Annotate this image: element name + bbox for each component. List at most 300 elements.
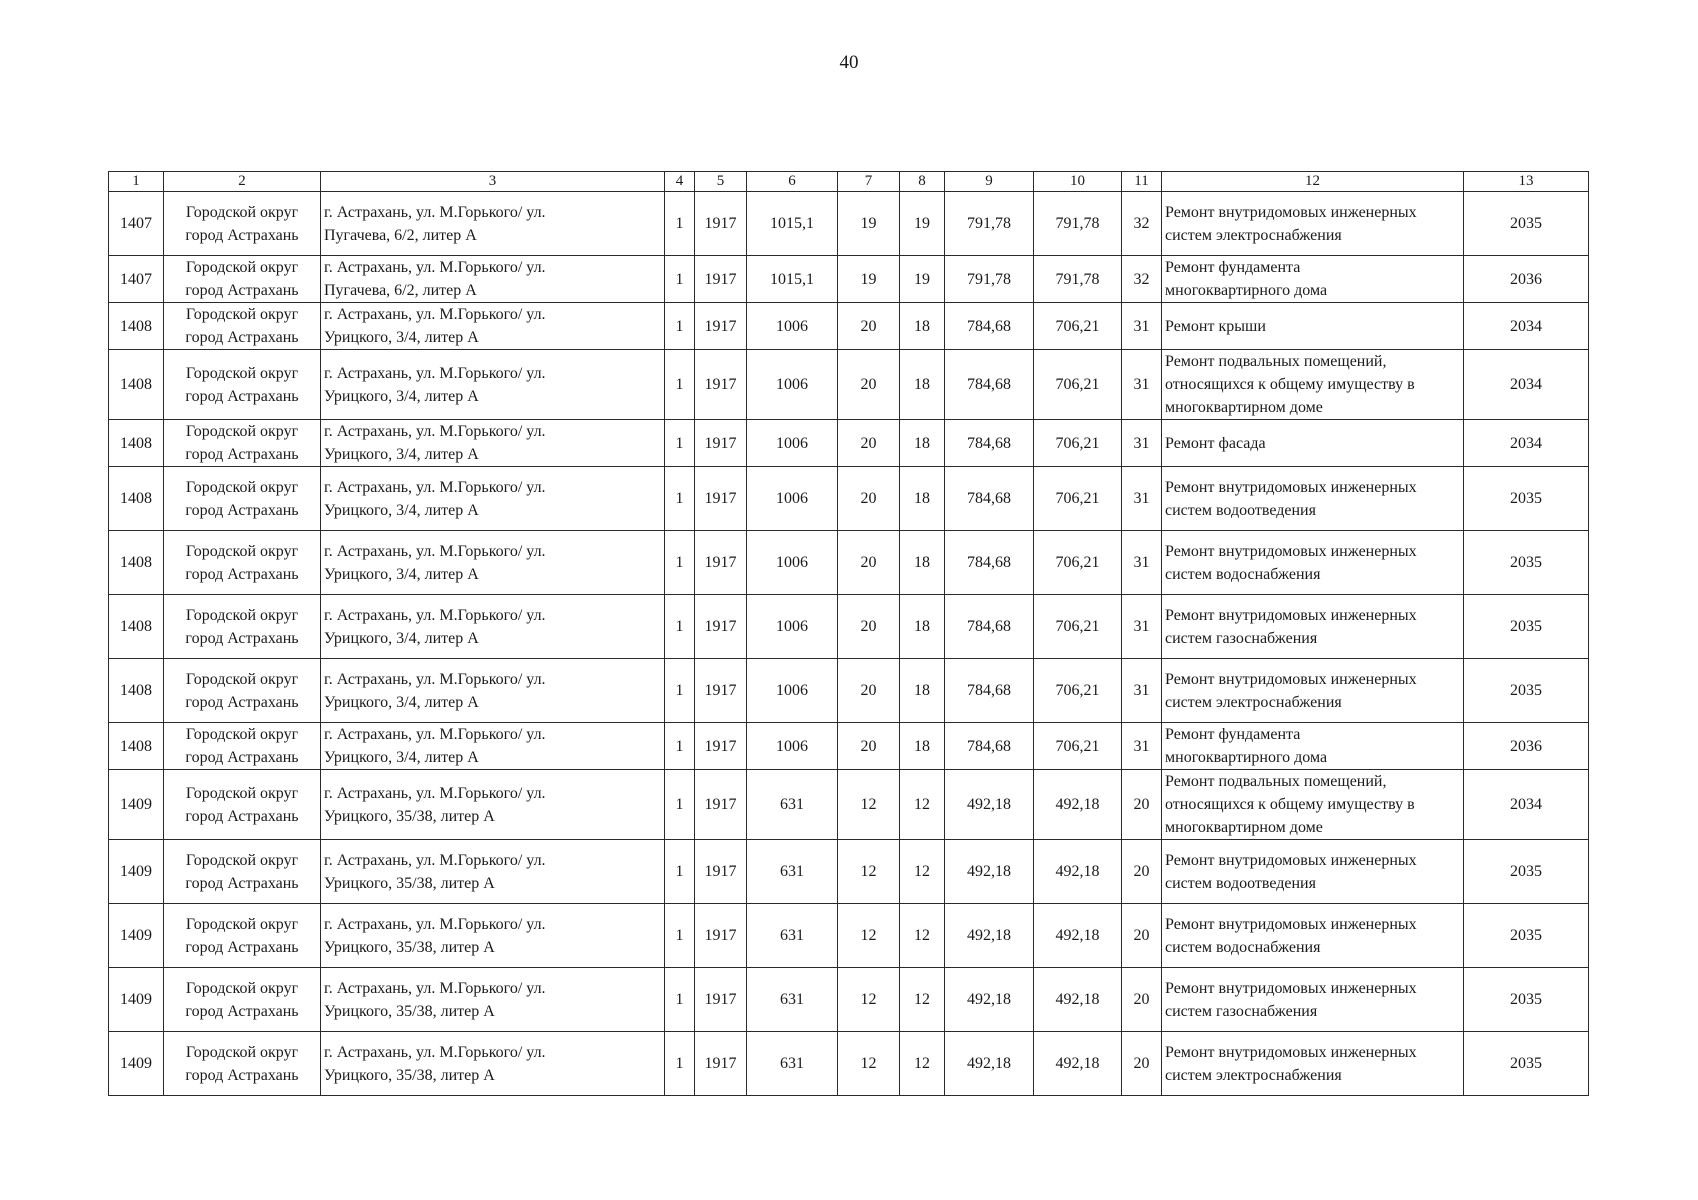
plan-year-cell: 2035 xyxy=(1464,192,1589,256)
work-type-cell-line: систем водоотведения xyxy=(1165,501,1316,519)
plan-year-cell: 2035 xyxy=(1464,531,1589,595)
table-row xyxy=(109,770,1589,840)
col11-cell: 31 xyxy=(1122,723,1162,770)
area-cell: 1006 xyxy=(747,595,838,659)
address-cell xyxy=(321,770,665,840)
row-number: 1408 xyxy=(109,531,164,595)
area-cell: 1006 xyxy=(747,420,838,467)
work-type-cell-line: Ремонт крыши xyxy=(1165,317,1266,335)
municipality-cell-line: город Астрахань xyxy=(185,565,299,583)
col8-cell: 12 xyxy=(900,840,945,904)
col7-cell: 20 xyxy=(838,723,900,770)
col10-cell: 791,78 xyxy=(1034,192,1122,256)
work-type-cell xyxy=(1162,659,1464,723)
work-type-cell xyxy=(1162,968,1464,1032)
municipality-cell-line: город Астрахань xyxy=(185,282,299,299)
municipality-cell xyxy=(164,770,321,840)
address-cell-line: Урицкого, 3/4, литер А xyxy=(324,501,479,519)
built-year-cell: 1917 xyxy=(695,467,747,531)
row-number: 1408 xyxy=(109,659,164,723)
work-type-cell-line: многоквартирном доме xyxy=(1165,399,1323,416)
table-row xyxy=(109,420,1589,467)
col4-cell: 1 xyxy=(665,420,695,467)
plan-year-cell: 2034 xyxy=(1464,420,1589,467)
work-type-cell xyxy=(1162,595,1464,659)
col11-cell: 20 xyxy=(1122,904,1162,968)
col8-cell: 12 xyxy=(900,904,945,968)
work-type-cell xyxy=(1162,1032,1464,1096)
built-year-cell: 1917 xyxy=(695,968,747,1032)
table-row xyxy=(109,256,1589,303)
address-cell-line: г. Астрахань, ул. М.Горького/ ул. xyxy=(324,851,546,869)
plan-year-cell: 2036 xyxy=(1464,723,1589,770)
col9-cell: 784,68 xyxy=(945,531,1034,595)
built-year-cell: 1917 xyxy=(695,256,747,303)
col10-cell: 492,18 xyxy=(1034,968,1122,1032)
area-cell: 631 xyxy=(747,840,838,904)
column-number-3: 3 xyxy=(321,172,665,192)
plan-year-cell: 2035 xyxy=(1464,904,1589,968)
work-type-cell-line: многоквартирного дома xyxy=(1165,749,1328,766)
col10-cell: 706,21 xyxy=(1034,303,1122,350)
address-cell xyxy=(321,531,665,595)
col9-cell: 492,18 xyxy=(945,1032,1034,1096)
table-row xyxy=(109,968,1589,1032)
col4-cell: 1 xyxy=(665,595,695,659)
col10-cell: 791,78 xyxy=(1034,256,1122,303)
col9-cell: 784,68 xyxy=(945,467,1034,531)
col7-cell: 20 xyxy=(838,303,900,350)
address-cell-line: Урицкого, 3/4, литер А xyxy=(324,446,479,463)
municipality-cell-line: Городской округ xyxy=(185,478,299,496)
address-cell-line: г. Астрахань, ул. М.Горького/ ул. xyxy=(324,915,546,933)
area-cell: 631 xyxy=(747,968,838,1032)
col7-cell: 20 xyxy=(838,659,900,723)
built-year-cell: 1917 xyxy=(695,420,747,467)
address-cell-line: г. Астрахань, ул. М.Горького/ ул. xyxy=(324,203,546,221)
address-cell-line: Урицкого, 3/4, литер А xyxy=(324,749,479,766)
col11-cell: 31 xyxy=(1122,350,1162,420)
col9-cell: 784,68 xyxy=(945,659,1034,723)
address-cell xyxy=(321,192,665,256)
municipality-cell xyxy=(164,595,321,659)
col10-cell: 706,21 xyxy=(1034,659,1122,723)
col9-cell: 791,78 xyxy=(945,256,1034,303)
municipality-cell-line: город Астрахань xyxy=(185,693,299,711)
address-cell-line: Урицкого, 3/4, литер А xyxy=(324,387,479,405)
work-type-cell-line: Ремонт внутридомовых инженерных xyxy=(1165,979,1417,997)
col10-cell: 492,18 xyxy=(1034,904,1122,968)
address-cell-line: г. Астрахань, ул. М.Горького/ ул. xyxy=(324,259,546,276)
address-cell xyxy=(321,256,665,303)
work-type-cell xyxy=(1162,467,1464,531)
area-cell: 1006 xyxy=(747,723,838,770)
col8-cell: 18 xyxy=(900,595,945,659)
address-cell xyxy=(321,303,665,350)
col8-cell: 12 xyxy=(900,1032,945,1096)
col9-cell: 784,68 xyxy=(945,303,1034,350)
municipality-cell-line: город Астрахань xyxy=(185,329,299,346)
address-cell xyxy=(321,659,665,723)
col11-cell: 20 xyxy=(1122,840,1162,904)
row-number: 1408 xyxy=(109,303,164,350)
plan-year-cell: 2035 xyxy=(1464,1032,1589,1096)
col8-cell: 19 xyxy=(900,192,945,256)
col4-cell: 1 xyxy=(665,659,695,723)
address-cell xyxy=(321,420,665,467)
address-cell-line: г. Астрахань, ул. М.Горького/ ул. xyxy=(324,979,546,997)
municipality-cell-line: город Астрахань xyxy=(185,629,299,647)
col4-cell: 1 xyxy=(665,904,695,968)
municipality-cell xyxy=(164,968,321,1032)
municipality-cell xyxy=(164,659,321,723)
built-year-cell: 1917 xyxy=(695,350,747,420)
municipality-cell xyxy=(164,531,321,595)
address-cell-line: Урицкого, 3/4, литер А xyxy=(324,693,479,711)
municipality-cell xyxy=(164,192,321,256)
page-number: 40 xyxy=(839,52,859,73)
work-type-cell-line: Ремонт фундамента xyxy=(1165,259,1301,276)
column-number-5: 5 xyxy=(695,172,747,192)
work-type-cell-line: Ремонт внутридомовых инженерных xyxy=(1165,670,1417,688)
col8-cell: 18 xyxy=(900,659,945,723)
municipality-cell xyxy=(164,303,321,350)
column-number-8: 8 xyxy=(900,172,945,192)
work-type-cell-line: систем электроснабжения xyxy=(1165,693,1342,711)
area-cell: 1015,1 xyxy=(747,256,838,303)
municipality-cell-line: Городской округ xyxy=(185,979,299,997)
col8-cell: 12 xyxy=(900,770,945,840)
plan-year-cell: 2035 xyxy=(1464,595,1589,659)
column-number-1: 1 xyxy=(109,172,164,192)
col11-cell: 20 xyxy=(1122,1032,1162,1096)
address-cell-line: Пугачева, 6/2, литер А xyxy=(324,282,477,299)
work-type-cell xyxy=(1162,256,1464,303)
address-cell-line: г. Астрахань, ул. М.Горького/ ул. xyxy=(324,423,546,440)
row-number: 1407 xyxy=(109,192,164,256)
address-cell-line: Урицкого, 35/38, литер А xyxy=(324,1066,495,1084)
col9-cell: 791,78 xyxy=(945,192,1034,256)
municipality-cell-line: город Астрахань xyxy=(185,501,299,519)
built-year-cell: 1917 xyxy=(695,531,747,595)
work-type-cell xyxy=(1162,192,1464,256)
column-number-13: 13 xyxy=(1464,172,1589,192)
municipality-cell-line: город Астрахань xyxy=(185,874,299,892)
work-type-cell-line: многоквартирном доме xyxy=(1165,819,1323,836)
col11-cell: 31 xyxy=(1122,420,1162,467)
municipality-cell-line: Городской округ xyxy=(185,851,299,869)
col9-cell: 784,68 xyxy=(945,350,1034,420)
table-row xyxy=(109,192,1589,256)
col10-cell: 706,21 xyxy=(1034,531,1122,595)
work-type-cell-line: Ремонт внутридомовых инженерных xyxy=(1165,915,1417,933)
address-cell-line: Урицкого, 3/4, литер А xyxy=(324,629,479,647)
col9-cell: 492,18 xyxy=(945,840,1034,904)
municipality-cell-line: Городской округ xyxy=(185,306,299,323)
address-cell-line: г. Астрахань, ул. М.Горького/ ул. xyxy=(324,726,546,743)
col9-cell: 784,68 xyxy=(945,420,1034,467)
col4-cell: 1 xyxy=(665,840,695,904)
address-cell-line: Урицкого, 3/4, литер А xyxy=(324,329,479,346)
municipality-cell-line: город Астрахань xyxy=(185,1066,299,1084)
area-cell: 1015,1 xyxy=(747,192,838,256)
municipality-cell xyxy=(164,1032,321,1096)
col9-cell: 492,18 xyxy=(945,904,1034,968)
municipality-cell-line: Городской округ xyxy=(185,364,299,382)
municipality-cell-line: Городской округ xyxy=(185,670,299,688)
table-row xyxy=(109,531,1589,595)
work-type-cell-line: систем водоотведения xyxy=(1165,874,1316,892)
work-type-cell-line: Ремонт фундамента xyxy=(1165,726,1301,743)
work-type-cell xyxy=(1162,350,1464,420)
municipality-cell xyxy=(164,256,321,303)
table-row xyxy=(109,595,1589,659)
municipality-cell-line: город Астрахань xyxy=(185,938,299,956)
work-type-cell xyxy=(1162,531,1464,595)
col10-cell: 492,18 xyxy=(1034,770,1122,840)
col7-cell: 12 xyxy=(838,904,900,968)
municipality-cell xyxy=(164,420,321,467)
col4-cell: 1 xyxy=(665,467,695,531)
col7-cell: 12 xyxy=(838,1032,900,1096)
municipality-cell-line: Городской округ xyxy=(185,726,299,743)
municipality-cell xyxy=(164,840,321,904)
built-year-cell: 1917 xyxy=(695,770,747,840)
address-cell-line: г. Астрахань, ул. М.Горького/ ул. xyxy=(324,670,546,688)
col9-cell: 784,68 xyxy=(945,723,1034,770)
col7-cell: 12 xyxy=(838,968,900,1032)
municipality-cell xyxy=(164,904,321,968)
address-cell xyxy=(321,595,665,659)
address-cell-line: Пугачева, 6/2, литер А xyxy=(324,226,477,244)
row-number: 1409 xyxy=(109,770,164,840)
work-type-cell-line: Ремонт внутридомовых инженерных xyxy=(1165,542,1417,560)
plan-year-cell: 2035 xyxy=(1464,968,1589,1032)
registry-table xyxy=(108,171,1589,1096)
area-cell: 631 xyxy=(747,904,838,968)
address-cell xyxy=(321,467,665,531)
plan-year-cell: 2035 xyxy=(1464,659,1589,723)
col8-cell: 18 xyxy=(900,467,945,531)
municipality-cell xyxy=(164,723,321,770)
plan-year-cell: 2034 xyxy=(1464,770,1589,840)
address-cell xyxy=(321,350,665,420)
col11-cell: 31 xyxy=(1122,595,1162,659)
col4-cell: 1 xyxy=(665,1032,695,1096)
area-cell: 631 xyxy=(747,770,838,840)
work-type-cell-line: Ремонт внутридомовых инженерных xyxy=(1165,203,1417,221)
municipality-cell-line: город Астрахань xyxy=(185,446,299,463)
address-cell-line: г. Астрахань, ул. М.Горького/ ул. xyxy=(324,364,546,382)
table-row xyxy=(109,467,1589,531)
col7-cell: 12 xyxy=(838,770,900,840)
row-number: 1409 xyxy=(109,840,164,904)
built-year-cell: 1917 xyxy=(695,904,747,968)
col7-cell: 19 xyxy=(838,192,900,256)
col7-cell: 20 xyxy=(838,350,900,420)
col7-cell: 20 xyxy=(838,467,900,531)
built-year-cell: 1917 xyxy=(695,723,747,770)
col11-cell: 20 xyxy=(1122,770,1162,840)
column-number-6: 6 xyxy=(747,172,838,192)
area-cell: 1006 xyxy=(747,467,838,531)
table-row xyxy=(109,659,1589,723)
col4-cell: 1 xyxy=(665,256,695,303)
built-year-cell: 1917 xyxy=(695,595,747,659)
municipality-cell-line: Городской округ xyxy=(185,203,299,221)
col11-cell: 31 xyxy=(1122,467,1162,531)
area-cell: 1006 xyxy=(747,350,838,420)
address-cell-line: Урицкого, 35/38, литер А xyxy=(324,938,495,956)
col8-cell: 18 xyxy=(900,350,945,420)
work-type-cell-line: Ремонт подвальных помещений, xyxy=(1165,353,1387,370)
col10-cell: 706,21 xyxy=(1034,467,1122,531)
municipality-cell-line: город Астрахань xyxy=(185,387,299,405)
col11-cell: 32 xyxy=(1122,256,1162,303)
built-year-cell: 1917 xyxy=(695,840,747,904)
table-row xyxy=(109,1032,1589,1096)
table-row xyxy=(109,723,1589,770)
col4-cell: 1 xyxy=(665,531,695,595)
row-number: 1407 xyxy=(109,256,164,303)
col4-cell: 1 xyxy=(665,723,695,770)
area-cell: 1006 xyxy=(747,659,838,723)
work-type-cell-line: систем водоснабжения xyxy=(1165,938,1321,956)
col10-cell: 492,18 xyxy=(1034,840,1122,904)
col8-cell: 18 xyxy=(900,420,945,467)
work-type-cell-line: систем электроснабжения xyxy=(1165,226,1342,244)
col4-cell: 1 xyxy=(665,192,695,256)
col10-cell: 706,21 xyxy=(1034,723,1122,770)
column-number-11: 11 xyxy=(1122,172,1162,192)
row-number: 1408 xyxy=(109,467,164,531)
plan-year-cell: 2035 xyxy=(1464,467,1589,531)
table-row xyxy=(109,350,1589,420)
col9-cell: 492,18 xyxy=(945,770,1034,840)
col4-cell: 1 xyxy=(665,968,695,1032)
col10-cell: 706,21 xyxy=(1034,420,1122,467)
work-type-cell-line: Ремонт внутридомовых инженерных xyxy=(1165,606,1417,624)
col7-cell: 20 xyxy=(838,531,900,595)
address-cell-line: г. Астрахань, ул. М.Горького/ ул. xyxy=(324,1043,546,1061)
col4-cell: 1 xyxy=(665,303,695,350)
col4-cell: 1 xyxy=(665,350,695,420)
work-type-cell xyxy=(1162,303,1464,350)
table-row xyxy=(109,904,1589,968)
municipality-cell-line: Городской округ xyxy=(185,1043,299,1061)
work-type-cell xyxy=(1162,904,1464,968)
col7-cell: 20 xyxy=(838,420,900,467)
col11-cell: 31 xyxy=(1122,531,1162,595)
work-type-cell xyxy=(1162,840,1464,904)
address-cell xyxy=(321,840,665,904)
municipality-cell-line: Городской округ xyxy=(185,423,299,440)
col9-cell: 784,68 xyxy=(945,595,1034,659)
column-number-row xyxy=(109,172,1589,192)
address-cell-line: Урицкого, 35/38, литер А xyxy=(324,874,495,892)
address-cell-line: Урицкого, 35/38, литер А xyxy=(324,807,495,825)
col8-cell: 19 xyxy=(900,256,945,303)
address-cell-line: г. Астрахань, ул. М.Горького/ ул. xyxy=(324,478,546,496)
municipality-cell-line: город Астрахань xyxy=(185,226,299,244)
work-type-cell-line: Ремонт подвальных помещений, xyxy=(1165,773,1387,790)
plan-year-cell: 2034 xyxy=(1464,350,1589,420)
table-row xyxy=(109,303,1589,350)
municipality-cell-line: город Астрахань xyxy=(185,1002,299,1020)
work-type-cell-line: Ремонт внутридомовых инженерных xyxy=(1165,851,1417,869)
built-year-cell: 1917 xyxy=(695,303,747,350)
col11-cell: 31 xyxy=(1122,303,1162,350)
row-number: 1409 xyxy=(109,904,164,968)
address-cell-line: г. Астрахань, ул. М.Горького/ ул. xyxy=(324,542,546,560)
address-cell xyxy=(321,968,665,1032)
row-number: 1408 xyxy=(109,420,164,467)
built-year-cell: 1917 xyxy=(695,659,747,723)
area-cell: 1006 xyxy=(747,531,838,595)
work-type-cell xyxy=(1162,723,1464,770)
work-type-cell-line: многоквартирного дома xyxy=(1165,282,1328,299)
plan-year-cell: 2034 xyxy=(1464,303,1589,350)
column-number-12: 12 xyxy=(1162,172,1464,192)
col8-cell: 12 xyxy=(900,968,945,1032)
work-type-cell-line: систем водоснабжения xyxy=(1165,565,1321,583)
col8-cell: 18 xyxy=(900,723,945,770)
column-number-7: 7 xyxy=(838,172,900,192)
col9-cell: 492,18 xyxy=(945,968,1034,1032)
column-number-2: 2 xyxy=(164,172,321,192)
municipality-cell-line: город Астрахань xyxy=(185,749,299,766)
col7-cell: 12 xyxy=(838,840,900,904)
col7-cell: 19 xyxy=(838,256,900,303)
row-number: 1409 xyxy=(109,968,164,1032)
address-cell-line: Урицкого, 35/38, литер А xyxy=(324,1002,495,1020)
work-type-cell-line: относящихся к общему имуществу в xyxy=(1165,796,1415,813)
built-year-cell: 1917 xyxy=(695,1032,747,1096)
municipality-cell xyxy=(164,350,321,420)
work-type-cell-line: систем электроснабжения xyxy=(1165,1066,1342,1084)
work-type-cell-line: относящихся к общему имуществу в xyxy=(1165,376,1415,393)
municipality-cell-line: Городской округ xyxy=(185,542,299,560)
col4-cell: 1 xyxy=(665,770,695,840)
municipality-cell-line: Городской округ xyxy=(185,784,299,802)
work-type-cell xyxy=(1162,420,1464,467)
row-number: 1408 xyxy=(109,595,164,659)
address-cell xyxy=(321,904,665,968)
table-row xyxy=(109,840,1589,904)
col11-cell: 31 xyxy=(1122,659,1162,723)
address-cell-line: г. Астрахань, ул. М.Горького/ ул. xyxy=(324,784,546,802)
address-cell xyxy=(321,1032,665,1096)
col10-cell: 492,18 xyxy=(1034,1032,1122,1096)
col10-cell: 706,21 xyxy=(1034,595,1122,659)
area-cell: 1006 xyxy=(747,303,838,350)
plan-year-cell: 2036 xyxy=(1464,256,1589,303)
municipality-cell-line: Городской округ xyxy=(185,915,299,933)
address-cell-line: г. Астрахань, ул. М.Горького/ ул. xyxy=(324,306,546,323)
row-number: 1408 xyxy=(109,350,164,420)
work-type-cell-line: Ремонт внутридомовых инженерных xyxy=(1165,478,1417,496)
col10-cell: 706,21 xyxy=(1034,350,1122,420)
column-number-10: 10 xyxy=(1034,172,1122,192)
municipality-cell-line: Городской округ xyxy=(185,606,299,624)
work-type-cell-line: Ремонт внутридомовых инженерных xyxy=(1165,1043,1417,1061)
column-number-9: 9 xyxy=(945,172,1034,192)
area-cell: 631 xyxy=(747,1032,838,1096)
row-number: 1408 xyxy=(109,723,164,770)
column-number-4: 4 xyxy=(665,172,695,192)
address-cell-line: г. Астрахань, ул. М.Горького/ ул. xyxy=(324,606,546,624)
municipality-cell xyxy=(164,467,321,531)
